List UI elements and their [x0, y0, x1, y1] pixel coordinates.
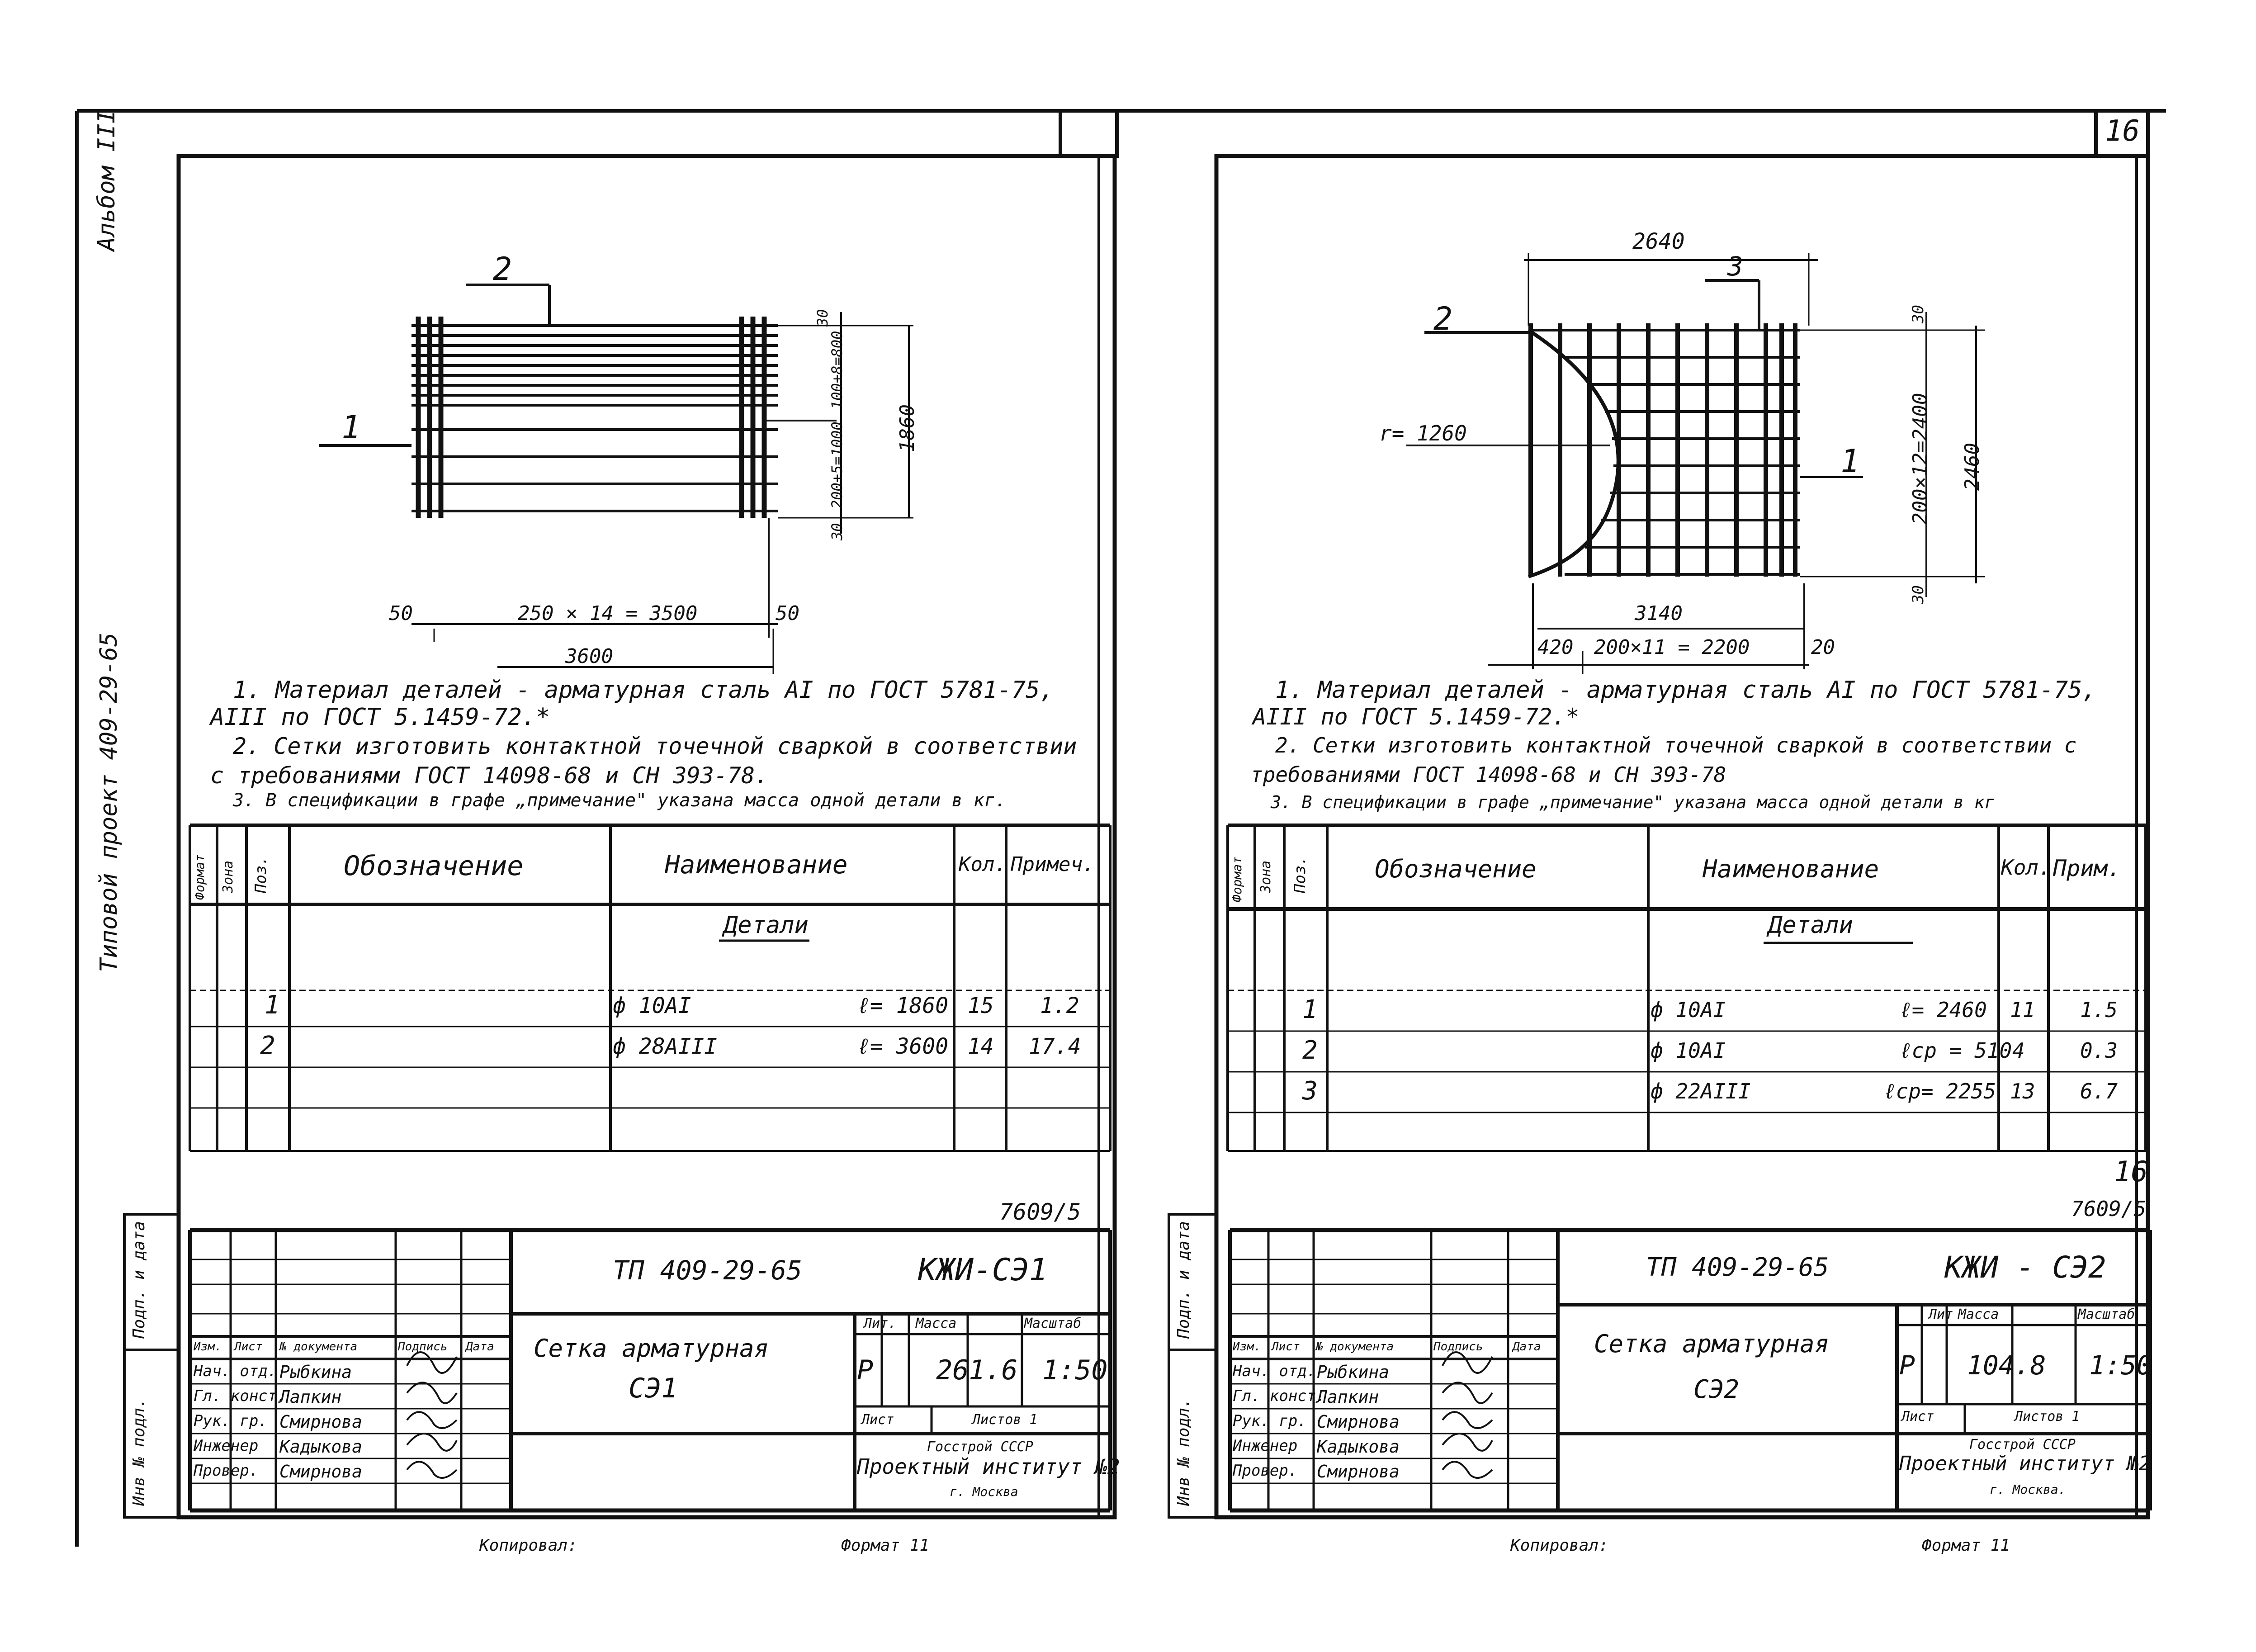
- right-name-3: Смирнова: [1317, 1412, 1400, 1432]
- left-sheets-label: Листов 1: [972, 1412, 1038, 1428]
- right-dim-offset-l: 420: [1537, 636, 1574, 659]
- left-section-details: Детали: [724, 912, 809, 939]
- left-name-1: Рыбкина: [279, 1362, 352, 1382]
- left-title-2: СЭ1: [629, 1373, 678, 1404]
- right-row3-pos: 3: [1302, 1076, 1318, 1106]
- right-note-1: 1. Материал деталей - арматурная сталь AI по ГОСТ 5781-75,: [1275, 677, 2096, 704]
- left-org-2: Проектный институт №2: [857, 1454, 1120, 1479]
- project-label: Типовой проект 409-29-65: [95, 632, 123, 972]
- right-role-1: Нач. отд.: [1233, 1362, 1316, 1380]
- left-col-date: Дата: [466, 1340, 494, 1354]
- right-col-change: Изм.: [1233, 1340, 1261, 1354]
- right-sheet-code: 7609/5: [2071, 1197, 2147, 1221]
- left-hdr-pos: Поз.: [252, 856, 270, 893]
- right-hdr-pos: Поз.: [1291, 856, 1309, 893]
- left-note-1b: AIII по ГОСТ 5.1459-72.*: [210, 704, 550, 731]
- right-org-2: Проектный институт №2: [1899, 1452, 2151, 1475]
- right-note-3: 3. В спецификации в графе „примечание" указана масса одной детали в кг: [1271, 792, 1995, 812]
- right-hdr-zone: Зона: [1258, 860, 1274, 893]
- right-note-2b: требованиями ГОСТ 14098-68 и СН 393-78: [1250, 762, 1726, 787]
- left-note-2b: с требованиями ГОСТ 14098-68 и СН 393-78.: [210, 762, 769, 789]
- right-title-1: Сетка арматурная: [1594, 1330, 1830, 1358]
- right-row1-qty: 11: [2010, 998, 2035, 1022]
- right-radius: r= 1260: [1379, 421, 1467, 445]
- signature-label-right: Подп. и дата: [1174, 1221, 1193, 1339]
- right-mesh: [1528, 330, 1800, 574]
- left-dim-a: 100+8=800: [828, 331, 846, 409]
- right-mass: 104.8: [1967, 1350, 2046, 1381]
- right-row2-length: ℓср = 510: [1899, 1038, 2012, 1063]
- left-org-1: Госстрой СССР: [927, 1439, 1033, 1455]
- left-callout-2: 2: [493, 251, 512, 288]
- left-row2-pos: 2: [260, 1031, 275, 1060]
- left-col-docnum: № документа: [279, 1340, 358, 1354]
- left-callout-1: 1: [341, 409, 361, 446]
- right-scale: 1:50: [2089, 1350, 2152, 1381]
- left-title-1: Сетка арматурная: [534, 1334, 769, 1363]
- right-row3-name: ф 22AIII: [1651, 1079, 1751, 1103]
- right-project-code: ТП 409-29-65: [1646, 1253, 1829, 1282]
- left-row2-name: ф 28AIII: [613, 1034, 718, 1059]
- left-org-3: г. Москва: [950, 1484, 1018, 1499]
- right-hdr-note: Прим.: [2053, 855, 2121, 881]
- signature-label-left: Подп. и дата: [130, 1221, 148, 1339]
- left-dim-bottom: 30: [828, 523, 846, 540]
- right-org-3: г. Москва.: [1990, 1482, 2066, 1497]
- right-mass-header: Масса: [1958, 1306, 1999, 1322]
- left-hdr-name: Наименование: [665, 850, 848, 880]
- left-dim-offset-r: 50: [776, 602, 799, 625]
- right-row1-name: ф 10AI: [1651, 998, 1726, 1022]
- left-col-change: Изм.: [194, 1340, 222, 1354]
- right-sheet-label: Лист: [1901, 1409, 1934, 1425]
- right-role-4: Инженер: [1233, 1437, 1298, 1455]
- left-name-4: Кадыкова: [279, 1437, 363, 1457]
- right-row2-pos: 2: [1302, 1036, 1318, 1065]
- right-scale-header: Масштаб: [2078, 1306, 2135, 1322]
- left-dim-top: 30: [814, 309, 831, 327]
- left-role-1: Нач. отд.: [194, 1362, 277, 1380]
- left-note-1: 1. Материал деталей - арматурная сталь AI по ГОСТ 5781-75,: [233, 677, 1054, 704]
- album-label: Альбом III: [93, 109, 120, 251]
- right-callout-2: 2: [1433, 300, 1453, 337]
- right-dim-offset-r: 20: [1811, 636, 1835, 659]
- left-mesh: [411, 326, 778, 511]
- right-note-2: 2. Сетки изготовить контактной точечной сваркой в соответствии с: [1275, 733, 2077, 757]
- right-dim-span: 200×11 = 2200: [1594, 636, 1750, 659]
- right-sheets-label: Листов 1: [2015, 1409, 2080, 1425]
- right-footer-copied: Копировал:: [1510, 1536, 1608, 1555]
- right-name-1: Рыбкина: [1317, 1362, 1390, 1382]
- left-hdr-qty: Кол.: [959, 853, 1007, 876]
- right-col-docnum: № документа: [1316, 1340, 1394, 1354]
- right-callout-3: 3: [1727, 251, 1743, 282]
- left-footer-copied: Копировал:: [479, 1536, 577, 1555]
- right-dim-right-top: 30: [1909, 305, 1927, 323]
- left-mass-header: Масса: [916, 1316, 957, 1331]
- inventory-label-left: Инв № подл.: [130, 1398, 148, 1506]
- left-project-code: ТП 409-29-65: [613, 1255, 803, 1286]
- right-name-4: Кадыкова: [1317, 1437, 1400, 1457]
- right-hdr-name: Наименование: [1703, 855, 1879, 883]
- left-sheet-label: Лист: [861, 1412, 894, 1428]
- right-role-3: Рук. гр.: [1233, 1412, 1307, 1430]
- right-note-1b: AIII по ГОСТ 5.1459-72.*: [1253, 704, 1580, 730]
- right-dim-right-bottom: 30: [1909, 585, 1927, 604]
- right-row2-name: ф 10AI: [1651, 1038, 1726, 1063]
- left-row1-note: 1.2: [1040, 993, 1079, 1018]
- right-role-5: Провер.: [1233, 1462, 1298, 1480]
- left-dim-offset-l: 50: [389, 602, 413, 625]
- right-row1-note: 1.5: [2080, 998, 2118, 1022]
- right-row2-note: 0.3: [2080, 1038, 2118, 1063]
- left-lit: Р: [857, 1354, 874, 1386]
- left-dim-overall: 3600: [565, 645, 613, 668]
- right-hdr-designation: Обозначение: [1375, 855, 1537, 883]
- right-hdr-qty: Кол.: [2001, 855, 2051, 880]
- left-lit-header: Лит.: [864, 1316, 897, 1331]
- left-name-3: Смирнова: [279, 1412, 363, 1432]
- right-dim-right-total: 2460: [1961, 443, 1984, 491]
- right-org-1: Госстрой СССР: [1969, 1437, 2076, 1453]
- right-dim-top: 2640: [1632, 229, 1685, 254]
- right-col-sheet: Лист: [1272, 1340, 1300, 1354]
- left-note-2: 2. Сетки изготовить контактной точечной сваркой в соответствии: [233, 733, 1077, 759]
- right-col-sign: Подпись: [1433, 1340, 1483, 1354]
- right-doc-code: КЖИ - СЭ2: [1944, 1250, 2106, 1285]
- inventory-label-right: Инв № подл.: [1174, 1398, 1193, 1506]
- right-row2-qty: 4: [2012, 1038, 2025, 1063]
- right-footer-format: Формат 11: [1922, 1536, 2010, 1555]
- right-callout-1: 1: [1840, 443, 1860, 480]
- left-row1-pos: 1: [265, 990, 280, 1020]
- left-hdr-format: Формат: [192, 854, 207, 900]
- right-row3-note: 6.7: [2080, 1079, 2118, 1103]
- left-doc-code: КЖИ-СЭ1: [918, 1252, 1048, 1288]
- left-dim-b: 200+5=1000: [828, 421, 846, 509]
- left-dim-span: 250 × 14 = 3500: [518, 602, 698, 625]
- left-name-5: Смирнова: [279, 1462, 363, 1482]
- left-row2-note: 17.4: [1029, 1034, 1081, 1059]
- right-lit: Р: [1899, 1350, 1915, 1381]
- right-row3-qty: 13: [2010, 1079, 2035, 1103]
- left-row2-qty: 14: [968, 1034, 994, 1059]
- left-col-sheet: Лист: [234, 1340, 263, 1354]
- left-hdr-designation: Обозначение: [344, 850, 524, 882]
- right-page-mark: 16: [2114, 1155, 2148, 1188]
- left-hdr-note: Примеч.: [1011, 853, 1095, 876]
- right-dim-right-a: 200×12=2400: [1909, 393, 1932, 525]
- page-number: 16: [2105, 114, 2140, 148]
- right-section-details: Детали: [1768, 912, 1853, 939]
- right-dim-bottom-total: 3140: [1635, 602, 1683, 625]
- right-row1-pos: 1: [1302, 995, 1318, 1024]
- left-role-2: Гл. конст.: [194, 1387, 286, 1405]
- left-row1-qty: 15: [968, 993, 994, 1018]
- right-hdr-format: Формат: [1230, 856, 1244, 902]
- left-sheet-code: 7609/5: [999, 1199, 1081, 1225]
- left-hdr-zone: Зона: [220, 860, 236, 893]
- left-row1-length: ℓ= 1860: [857, 993, 949, 1018]
- right-name-5: Смирнова: [1317, 1462, 1400, 1482]
- left-name-2: Лапкин: [279, 1387, 342, 1407]
- left-col-sign: Подпись: [398, 1340, 448, 1354]
- right-role-2: Гл. конст.: [1233, 1387, 1325, 1405]
- right-row3-length: ℓср= 2255: [1883, 1079, 1996, 1103]
- right-col-date: Дата: [1513, 1340, 1541, 1354]
- left-row1-name: ф 10AI: [613, 993, 691, 1018]
- left-role-3: Рук. гр.: [194, 1412, 268, 1430]
- left-scale: 1:50: [1042, 1354, 1108, 1386]
- left-dim-total: 1860: [896, 404, 919, 452]
- left-scale-header: Масштаб: [1024, 1316, 1082, 1331]
- left-mass: 261.6: [936, 1354, 1018, 1386]
- left-note-3: 3. В спецификации в графе „примечание" указана масса одной детали в кг.: [233, 790, 1006, 811]
- right-lit-header: Лит: [1929, 1306, 1953, 1322]
- right-row1-length: ℓ= 2460: [1899, 998, 1987, 1022]
- left-role-5: Провер.: [194, 1462, 259, 1480]
- left-role-4: Инженер: [194, 1437, 259, 1455]
- left-footer-format: Формат 11: [841, 1536, 930, 1555]
- left-row2-length: ℓ= 3600: [857, 1034, 949, 1059]
- right-name-2: Лапкин: [1317, 1387, 1379, 1407]
- right-title-2: СЭ2: [1693, 1375, 1740, 1404]
